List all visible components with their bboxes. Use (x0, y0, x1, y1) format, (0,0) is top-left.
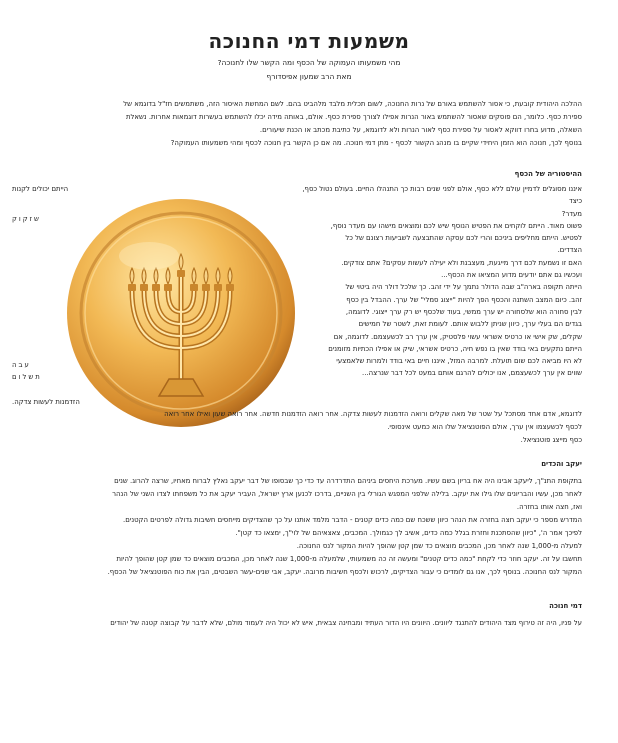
history-line: שווים אין ערך לכשעצמם, אנו יכולים להרגם אותם במעט לכל דבר שנרצה... (362, 369, 582, 378)
history-line: הצדדים. (557, 246, 582, 255)
intro-line: ספירת כסף. כלומר, הם פוסקים שאסור להשתמש באור הנרות אפילו לצורך ספירת כסף. אולם, באותה מידה יכלו להשתמש בעשרות דוגמאות אחרות. נשאלת (125, 113, 582, 121)
jacob-heading: יעקב והכדים (541, 460, 582, 468)
history-tail-line: כסף מייצג פוטנציאל. (520, 436, 582, 444)
intro-line: בנוסף לכך, חנוכה הוא הזמן היחידי שקיים בו מנהג הקשור לכסף - מתן דמי חנוכה. מה אם כן הקשר בין חנוכה לכסף ומהי משמעותו העמוקה? (170, 139, 582, 147)
jacob-line: תחשבו על זה. יעקב חוזר כדי לקחת "כמה כדים קטנים" ומעשה זה כה משמעותי, שלמעלה מ-1,000 שנה לאחר מכן, המכבים מוצאים כד שמן קטן שהופך להיות (116, 555, 582, 563)
hanukkah-money-section (34, 617, 582, 630)
history-line: לבין סחורה הוא שלסחורה יש ערך ממשי, בעוד שלכסף יש רק ערך ייצוגי. לדוגמה, (345, 307, 582, 316)
history-line: ועכשיו גם אתם יודעים מדוע המציאו את הכסף... (441, 271, 582, 280)
history-line: בגדים הם בעלי ערך, כיוון שניתן ללבוש אותם. לעומת זאת, לשטר של חמישים (358, 320, 582, 329)
side-fragment: תשלום (12, 373, 42, 381)
history-line: מעדר? (561, 209, 582, 218)
history-line: איננו מסוגלים לדמיין עולם ללא כסף, אולם לפני שנים רבות כך התנהלו החיים. בעולם נטול כסף, כיצד (302, 185, 582, 206)
jacob-line: לאחר מכן, עשיו והבריונים שלו גילו את יעקב. בלילה שלפני המפגש הגורלי בין השניים, בדרכו לכנען ארץ ישראל, העביר יעקב את כל משפחתו לצדו השני של הנהר (112, 490, 582, 498)
jacob-section (34, 475, 582, 579)
history-line: שקלים, שק אישי או כרטיס אשראי עשוי פלסטיק, אין ערך רב לכשעצמם. לדוגמה, אם (333, 332, 582, 341)
intro-line: ההלכה היהודית קובעת, כי אסור להשתמש באורם של נרות החנוכה, לשום תכלית מלבד מלהביט בהם. לשם המחשת האיסור הזה, משתמשים חז"ל בדוגמא של (123, 100, 582, 108)
side-fragment: שזקוק (12, 215, 41, 223)
intro-line: השאלה, מדוע בחרו דווקא לאסור על ספירת כסף לאור הנרות ולא לדוגמא, על כתיבת מכתב או הכנת שיעורים. (259, 126, 582, 134)
history-text (300, 183, 582, 380)
page-subtitle: מהי משמעותו העמוקה של הכסף ומה הקשר שלו לחנוכה? (217, 58, 401, 67)
history-tail (34, 408, 582, 447)
jacob-line: בתקופת התנ"ך, ליעקב אבינו היה אח בריון בשם עשיו. מערכת היחסים ביניהם התדרדרה עד כדי כך שבסופו של דבר יעקב נאלץ לברוח מאחיו, שרצה להרוג. שנים (114, 477, 582, 485)
side-fragment: הייתם יכולים לקנות (12, 185, 69, 193)
history-line: פשוט מאוד. הייתם לוקחים את הפטיש הנוסף שיש לכם ומוצאים מישהו עם מעדר נוסף, (330, 221, 582, 230)
gold-coin-menorah-icon (64, 196, 298, 430)
jacob-line: המקור לנס החנוכה. בנוסף לכך, אנו גם לומדים כי עבור הצדיקים, לרכוש ולכסף חשיבות מרובה. יעקב, אבי שנים-עשר השבטים, הבין את כוח הפוטנציאל של הכסף. (107, 568, 582, 576)
history-tail-line: לכסף לכשעצמו אין ערך, אולם הפוטנציאל שלו הוא כמעט אינסופי. (387, 423, 582, 431)
history-line: זהב. כיום המצב השתנה והכסף הפך להיות "ייצוג סמלי" של ערך. ההבדל בין כסף (346, 295, 582, 304)
history-line: האם זו נשמעת לכם דרך מייגעת, מעצבנת ולא יעילה לעשות עסקים? אתם צודקים. (341, 258, 582, 267)
intro-section (34, 98, 582, 150)
hanukkah-money-heading: דמי חנוכה (549, 602, 582, 610)
jacob-line: לפיכך אמר ה', "כיוון שהסתכנת וחזרת בגלל כמה כדים, אשיב לך כגמולך. המכבים, צאצאיהם של לוי"ך, ימצאו כד קטן". (235, 529, 582, 537)
jacob-line: ואז, חצה אותו בחזרה. (516, 503, 582, 511)
side-fragment: הזדמנות לעשות צדקה. (12, 398, 80, 406)
side-fragment: עבה (12, 361, 31, 369)
page-title: משמעות דמי החנוכה (208, 29, 410, 53)
history-line: לא היו מביאה לכם שום תועלת. למרבה המזל, איננו חיים באי בודד ולמרות שלאמצעי (336, 357, 582, 366)
history-line: לפטיש. הייתם מחליפים ביניכם והרי לכם עסקה שהתבצעה לשביעות רצונם של כל (345, 234, 582, 243)
jacob-line: המדרש מספר כי יעקב חצה בחזרה את הנהר כיוון ששכח שם כמה כדים קטנים - הדבר מלמד אותנו על כך שהצדיקים מייחסים חשיבות גדולה לפרטים הקטנים. (123, 516, 582, 524)
jacob-line: למעלה מ-1,000 שנה לאחר מכן, המכבים מוצאים כד שמן קטן שהופך להיות המקור לנס החנוכה. (296, 542, 582, 550)
author-line: מאת הרב שמעון אפיסדורף (266, 72, 352, 81)
history-line: הייתם נתקעים באי בודד שאין בו נפש חיה, כרטיס אשראי, שיק או אפילו הכתיות מזומנים (328, 344, 582, 353)
history-heading: ההיסטוריה של הכסף (514, 170, 582, 178)
history-tail-line: לדוגמא, אדם אחד מסתכל על שטר של מאה שקלים ורואה הזדמנות לעשות צדקה. אחר רואה הזדמנות חדשה. אחר רואה שעון ואילו אחר רואה (164, 410, 582, 418)
history-line: הייתה תקופה בארה"ב שבה הדולר נתמך על ידי זהב. כך שלכל דולר היה ביטוי של (345, 283, 582, 292)
hanukkah-money-line: על פניו, היה זה טירוף מצד היהודים להתנגד ליוונים. היוונים היו הדור העתיד ומבחינה צבאית, איש לא יכול היה לעמוד מולם, שלא לדבר על קבוצה קטנה של יהודים (110, 619, 582, 627)
